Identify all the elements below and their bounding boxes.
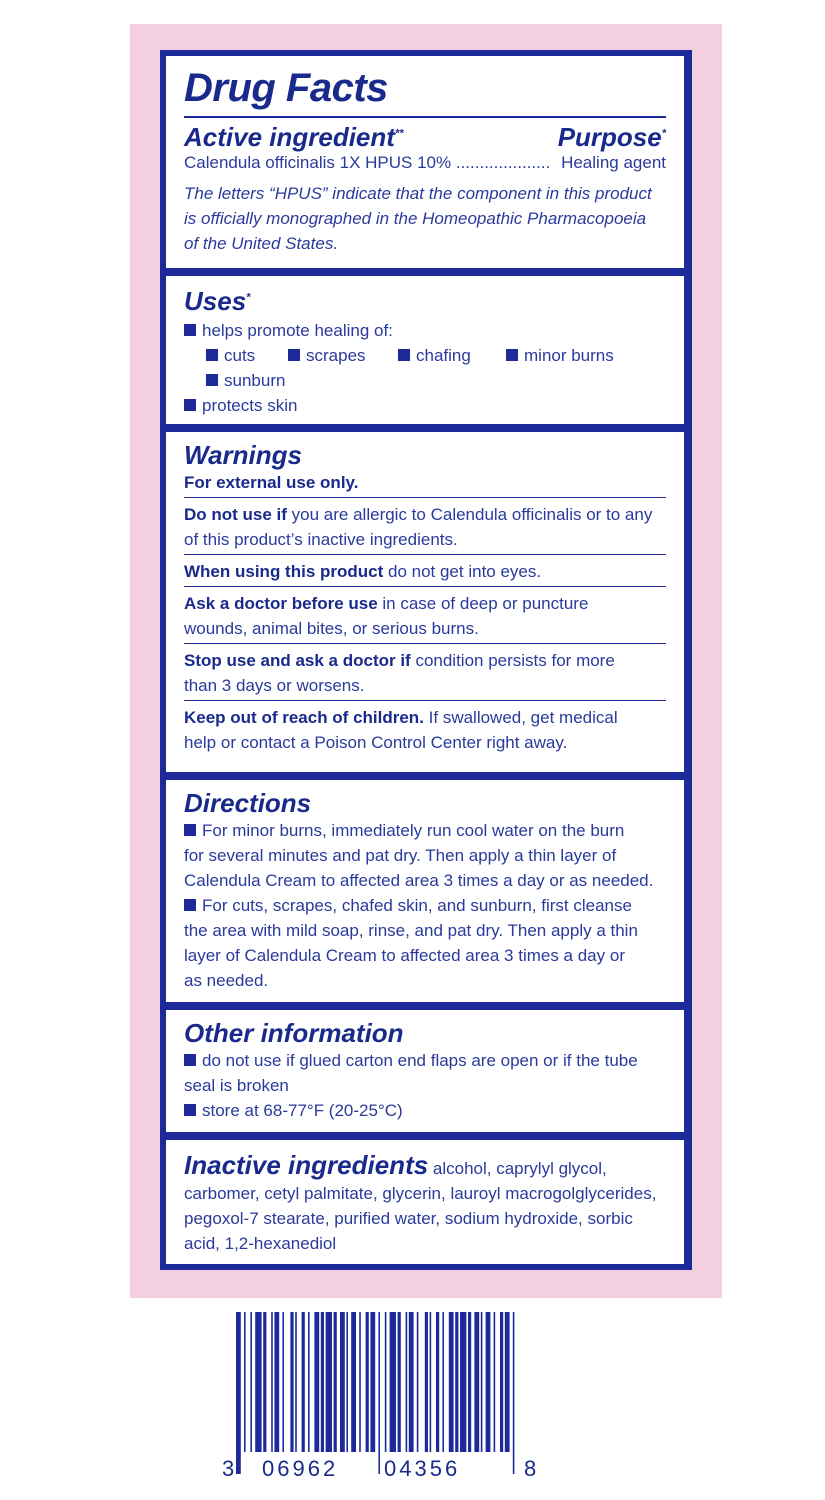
barcode-bar	[295, 1312, 297, 1452]
barcode-bar	[326, 1312, 332, 1452]
barcode-bar	[481, 1312, 483, 1452]
barcode	[236, 1312, 518, 1474]
active-ingredient-row	[184, 150, 666, 175]
barcode-bar	[308, 1312, 310, 1452]
other-info-heading: Other information	[184, 1018, 404, 1048]
bullet-icon	[184, 899, 196, 911]
barcode-bar	[417, 1312, 419, 1452]
other-info-text: do not use if glued carton end flaps are open or if the tube seal is broken store at 68-77°F (20-25°C)	[184, 1051, 638, 1120]
other-info-section	[166, 1010, 684, 1132]
warnings-section	[166, 432, 684, 772]
barcode-bar	[271, 1312, 273, 1452]
barcode-bar	[486, 1312, 491, 1452]
directions-section	[166, 780, 684, 1002]
uses-item-1: helps promote healing of:	[184, 318, 666, 343]
inactive-ingredients-section	[166, 1140, 684, 1264]
barcode-bar	[290, 1312, 293, 1452]
barcode-bar	[513, 1312, 515, 1474]
barcode-bar	[494, 1312, 496, 1452]
barcode-bar	[390, 1312, 396, 1452]
bullet-icon	[506, 349, 518, 361]
divider	[184, 586, 666, 587]
barcode-bar	[500, 1312, 503, 1452]
bullet-icon	[206, 349, 218, 361]
barcode-digit-left: 3	[222, 1456, 235, 1481]
barcode-bar	[346, 1312, 348, 1452]
title-rule	[184, 116, 666, 118]
barcode-bar	[340, 1312, 345, 1452]
barcode-bar	[468, 1312, 471, 1452]
barcode-bar	[406, 1312, 408, 1452]
barcode-bar	[442, 1312, 444, 1452]
barcode-bar	[474, 1312, 479, 1452]
barcode-bar	[449, 1312, 454, 1452]
keep-out-of-reach: Keep out of reach of children. If swallowed, get medical help or contact a Poison Control Center right away.	[184, 708, 618, 752]
barcode-digits-group-1: 06962	[262, 1456, 339, 1481]
bullet-icon	[184, 1104, 196, 1116]
drug-facts-title: Drug Facts	[184, 66, 388, 110]
divider	[184, 497, 666, 498]
divider	[184, 700, 666, 701]
purpose-heading: Purpose*	[557, 122, 666, 152]
barcode-digit-right: 8	[524, 1456, 537, 1481]
uses-item-2: protects skin	[184, 393, 666, 418]
inactive-ingredients-text: Inactive ingredients alcohol, caprylyl glycol, carbomer, cetyl palmitate, glycerin, lauroyl macrogolglycerides, pegoxol-7 stearate, purified water, sodium hydroxide, sorbic acid, 1,2-hexanediol	[184, 1150, 657, 1253]
hpus-note: The letters “HPUS” indicate that the component in this product is officially monographed in the Homeopathic Pharmacopoeia of the United States.	[184, 184, 652, 253]
uses-sub-list: cuts scrapes chafing minor burns	[184, 343, 666, 368]
stop-use: Stop use and ask a doctor if condition persists for more than 3 days or worsens.	[184, 651, 615, 695]
when-using: When using this product do not get into eyes.	[184, 562, 542, 581]
bullet-icon	[184, 399, 196, 411]
inactive-heading: Inactive ingredients	[184, 1150, 429, 1180]
barcode-bar	[244, 1312, 246, 1452]
barcode-bar	[366, 1312, 369, 1452]
bullet-icon	[184, 1054, 196, 1066]
external-use: For external use only.	[184, 473, 359, 492]
barcode-bar	[460, 1312, 466, 1452]
barcode-bar	[505, 1312, 510, 1452]
drug-facts-panel	[160, 50, 692, 1270]
active-ingredient-heading: Active ingredient**	[184, 122, 404, 152]
barcode-bar	[274, 1312, 279, 1452]
barcode-bar	[334, 1312, 337, 1452]
barcode-bar	[409, 1312, 414, 1452]
warnings-heading: Warnings	[184, 440, 302, 470]
barcode-bar	[302, 1312, 305, 1452]
barcode-bar	[351, 1312, 356, 1452]
directions-text: For minor burns, immediately run cool water on the burn for several minutes and pat dry. Then apply a thin layer of Calendula Cream to affected area 3 times a day or as needed. For cuts, scrapes, chafed skin, and sunburn, first cleanse the area with mild soap, rinse, and pat dry. Then apply a thin layer of Calendula Cream to affected area 3 times a day or as needed.	[184, 821, 654, 990]
barcode-bar	[359, 1312, 361, 1452]
divider	[184, 643, 666, 644]
divider	[184, 554, 666, 555]
barcode-bar	[436, 1312, 439, 1452]
barcode-bar	[263, 1312, 266, 1452]
barcode-bar	[430, 1312, 432, 1452]
barcode-bar	[314, 1312, 319, 1452]
barcode-digits-group-2: 04356	[384, 1456, 461, 1481]
barcode-bar	[321, 1312, 324, 1452]
bullet-icon	[288, 349, 300, 361]
barcode-bar	[385, 1312, 387, 1452]
uses-sub-list-2: sunburn	[184, 368, 666, 393]
do-not-use: Do not use if you are allergic to Calendula officinalis or to any of this product’s inactive ingredients.	[184, 505, 653, 549]
barcode-bar	[255, 1312, 261, 1452]
ask-doctor: Ask a doctor before use in case of deep or puncture wounds, animal bites, or serious burns.	[184, 594, 589, 638]
bullet-icon	[206, 374, 218, 386]
bullet-icon	[184, 324, 196, 336]
barcode-bar	[455, 1312, 458, 1452]
leader-dots: ....................	[455, 153, 551, 172]
purpose-value: Healing agent	[561, 153, 666, 172]
directions-heading: Directions	[184, 788, 312, 818]
uses-heading: Uses*	[184, 286, 251, 316]
active-ingredient-section	[166, 56, 684, 268]
uses-section	[166, 276, 684, 424]
barcode-bar	[398, 1312, 401, 1452]
barcode-bar	[250, 1312, 252, 1452]
bullet-icon	[398, 349, 410, 361]
barcode-bar	[425, 1312, 428, 1452]
barcode-bar	[378, 1312, 380, 1474]
barcode-bar	[236, 1312, 241, 1474]
bullet-icon	[184, 824, 196, 836]
ingredient-name: Calendula officinalis 1X HPUS 10%	[184, 153, 452, 172]
barcode-bar	[370, 1312, 375, 1452]
barcode-bar	[282, 1312, 284, 1452]
